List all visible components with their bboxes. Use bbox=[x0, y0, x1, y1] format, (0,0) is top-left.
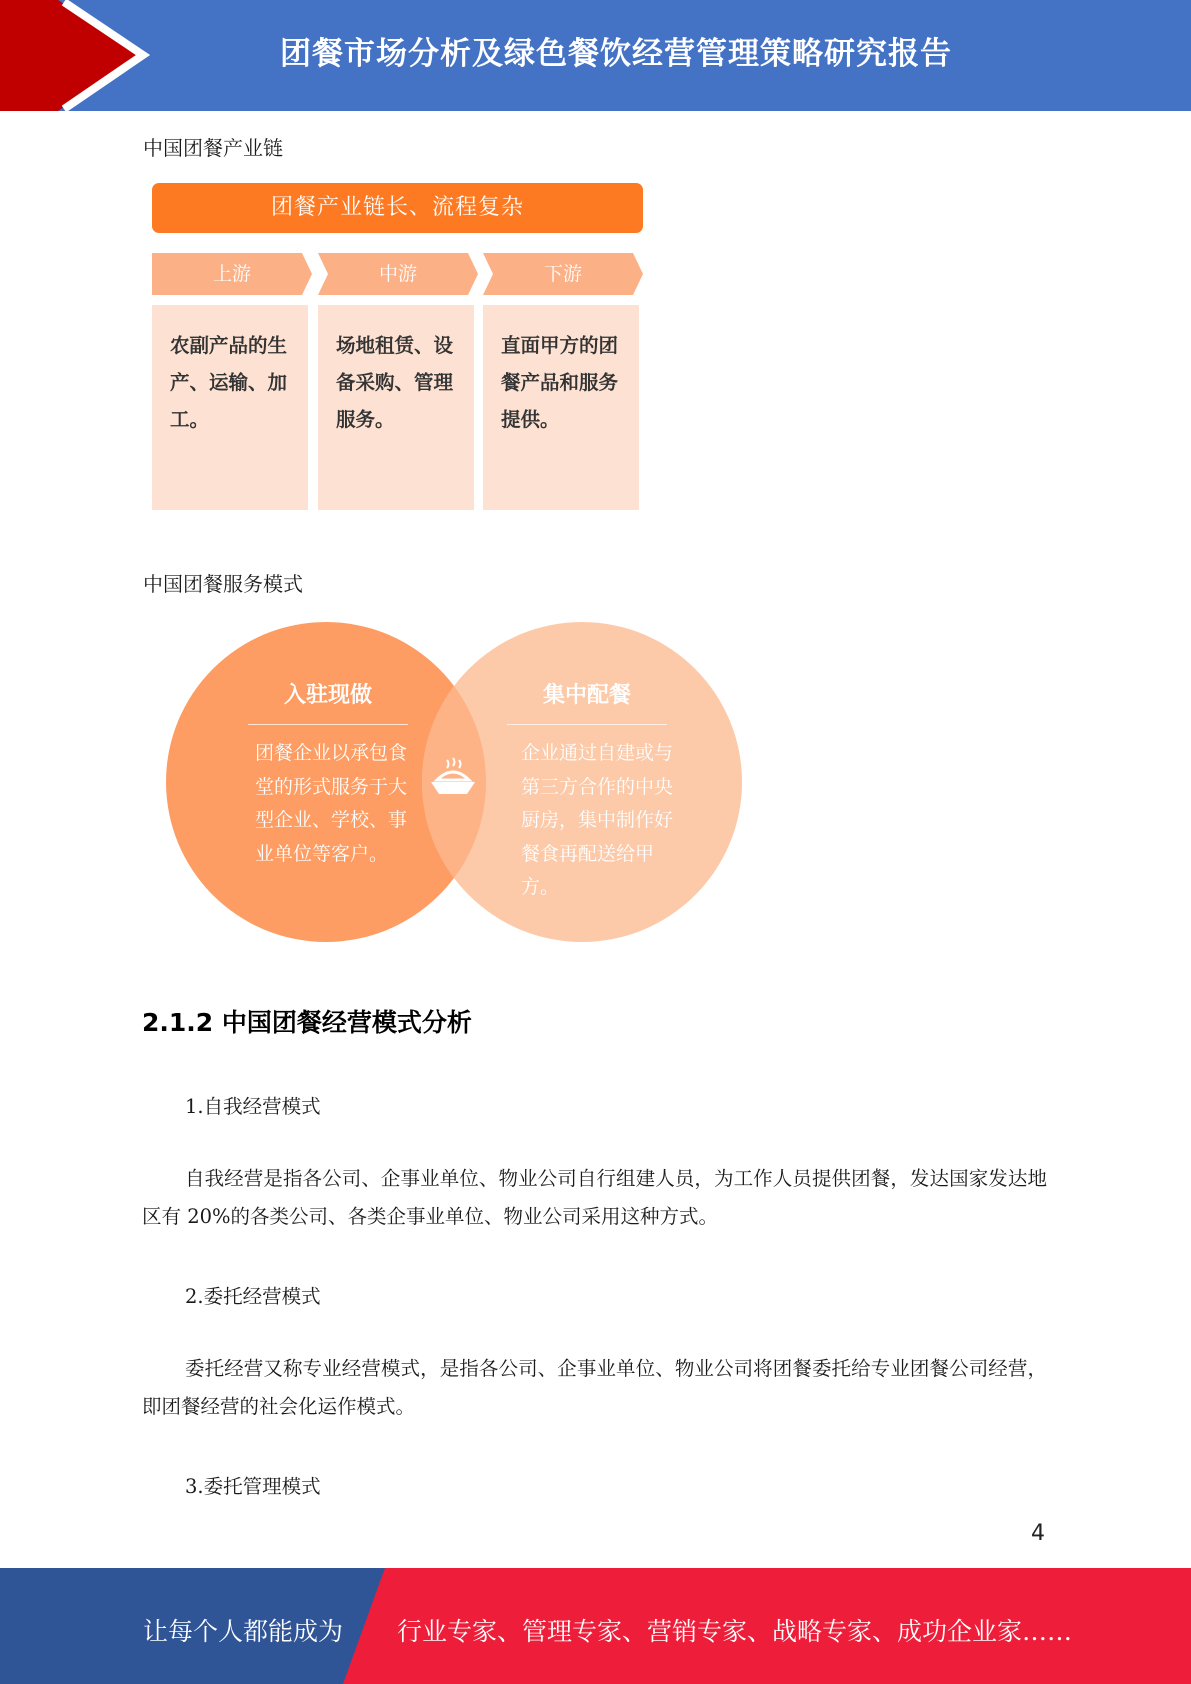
stage-upstream-description: 农副产品的生产、运输、加工。 bbox=[152, 305, 308, 510]
stage-upstream-label: 上游 bbox=[212, 263, 251, 285]
page-number: 4 bbox=[1031, 1521, 1045, 1546]
chain-caption: 中国团餐产业链 bbox=[143, 136, 283, 160]
item-2-title: 2.委托经营模式 bbox=[185, 1285, 321, 1308]
stage-midstream bbox=[318, 253, 478, 295]
service-mode-venn bbox=[160, 622, 750, 942]
page-header bbox=[0, 0, 1191, 111]
stage-upstream bbox=[152, 253, 312, 295]
item-1-body: 自我经营是指各公司、企事业单位、物业公司自行组建人员，为工作人员提供团餐，发达国家发达地区有 20%的各类公司、各类企事业单位、物业公司采用这种方式。 bbox=[142, 1167, 1047, 1228]
section-heading: 2.1.2 中国团餐经营模式分析 bbox=[142, 1008, 472, 1037]
item-1-title: 1.自我经营模式 bbox=[185, 1095, 321, 1118]
page-footer bbox=[0, 1568, 1191, 1684]
footer-slogan-left: 让每个人都能成为 bbox=[143, 1617, 344, 1646]
stage-downstream bbox=[483, 253, 643, 295]
report-title: 团餐市场分析及绿色餐饮经营管理策略研究报告 bbox=[280, 36, 952, 72]
mode-central-title: 集中配餐 bbox=[542, 683, 631, 708]
mode-central-divider bbox=[507, 724, 667, 725]
item-3-title: 3.委托管理模式 bbox=[185, 1475, 321, 1498]
stage-midstream-description: 场地租赁、设备采购、管理服务。 bbox=[318, 305, 474, 510]
stage-midstream-label: 中游 bbox=[378, 263, 417, 285]
mode-onsite-title: 入驻现做 bbox=[283, 683, 372, 708]
mode-onsite-description: 团餐企业以承包食堂的形式服务于大型企业、学校、事业单位等客户。 bbox=[255, 742, 408, 865]
mode-central-description: 企业通过自建或与第三方合作的中央厨房，集中制作好餐食再配送给甲方。 bbox=[521, 742, 674, 898]
stage-downstream-label: 下游 bbox=[543, 263, 582, 285]
service-caption: 中国团餐服务模式 bbox=[143, 572, 303, 596]
stage-downstream-description: 直面甲方的团餐产品和服务提供。 bbox=[483, 305, 639, 510]
industry-chain-diagram bbox=[152, 183, 645, 513]
chain-banner: 团餐产业链长、流程复杂 bbox=[152, 183, 643, 233]
footer-slogan-right: 行业专家、管理专家、营销专家、战略专家、成功企业家…… bbox=[397, 1617, 1073, 1646]
item-2-body: 委托经营又称专业经营模式，是指各公司、企事业单位、物业公司将团餐委托给专业团餐公司经营，即团餐经营的社会化运作模式。 bbox=[142, 1357, 1047, 1418]
mode-onsite-divider bbox=[248, 724, 408, 725]
